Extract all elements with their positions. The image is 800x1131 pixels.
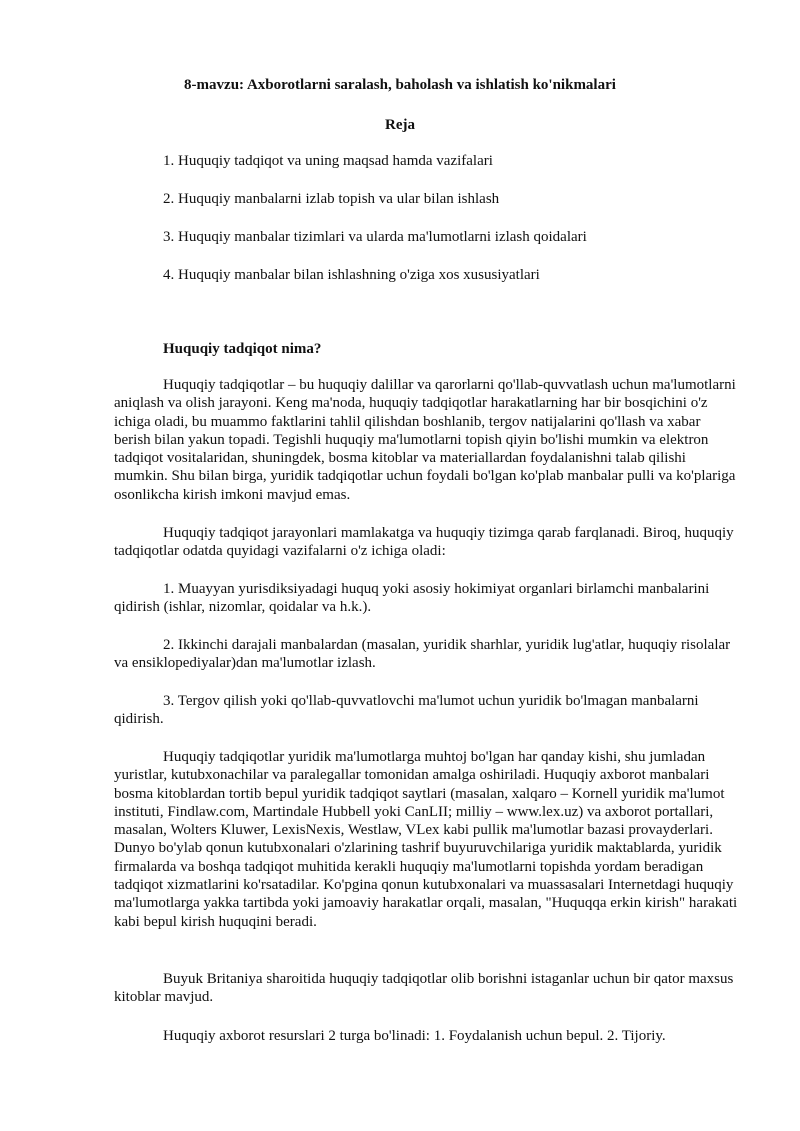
paragraph: 1. Muayyan yurisdiksiyadagi huquq yoki asosiy hokimiyat organlari birlamchi manbalarini qidirish (ishlar, nizomlar, qoidalar va h.k.). <box>114 581 710 616</box>
plan-item: 1. Huquqiy tadqiqot va uning maqsad hamda vazifalari <box>163 153 493 169</box>
paragraph: Huquqiy tadqiqotlar – bu huquqiy dalillar va qarorlarni qo'llab-quvvatlash uchun ma'lumotlarni aniqlash va olish jarayoni. Keng ma'noda, huquqiy tadqiqotlar harakatlarning har bir bosqichini o'z ichiga oladi, bu muammo faktlarini tahlil qilishdan boshlanib, tergov natijalarini qo'llash va xabar berish bilan yakun topadi. Tegishli huquqiy ma'lumotlarni topish qiyin bo'lishi mumkin va elektron tadqiqot vositalaridan, shuningdek, bosma kitoblar va materiallardan foydalanishni talab qilishi mumkin. Shu bilan birga, yuridik tadqiqotlar uchun foydali bo'lgan ko'plab manbalar pulli va ko'plariga osonlikcha kirish imkoni mavjud emas. <box>114 377 736 503</box>
plan-item: 3. Huquqiy manbalar tizimlari va ularda ma'lumotlarni izlash qoidalari <box>163 229 587 245</box>
paragraph: 2. Ikkinchi darajali manbalardan (masalan, yuridik sharhlar, yuridik lug'atlar, huquqiy risolalar va ensiklopediyalar)dan ma'lumotlar izlash. <box>114 637 731 672</box>
paragraph: Huquqiy tadqiqot jarayonlari mamlakatga va huquqiy tizimga qarab farqlanadi. Biroq, huquqiy tadqiqotlar odatda quyidagi vazifalarni o'z ichiga oladi: <box>114 525 734 560</box>
paragraph: Huquqiy axborot resurslari 2 turga bo'linadi: 1. Foydalanish uchun bepul. 2. Tijoriy. <box>163 1028 666 1044</box>
paragraph: 3. Tergov qilish yoki qo'llab-quvvatlovchi ma'lumot uchun yuridik bo'lmagan manbalarni qidirish. <box>114 693 699 728</box>
section-heading: Huquqiy tadqiqot nima? <box>163 341 322 357</box>
plan-item: 2. Huquqiy manbalarni izlab topish va ular bilan ishlash <box>163 191 500 207</box>
plan-heading: Reja <box>385 117 415 133</box>
document-title: 8-mavzu: Axborotlarni saralash, baholash va ishlatish ko'nikmalari <box>184 77 616 93</box>
plan-item: 4. Huquqiy manbalar bilan ishlashning o'ziga xos xususiyatlari <box>163 267 540 283</box>
paragraph: Huquqiy tadqiqotlar yuridik ma'lumotlarga muhtoj bo'lgan har qanday kishi, shu jumladan yuristlar, kutubxonachilar va paralegallar tomonidan amalga oshiriladi. Huquqiy axborot manbalari bosma kitoblardan tortib bepul yuridik tadqiqot saytlari (masalan, xalqaro – Kornell yuridik ma'lumot instituti, Findlaw.com, Martindale Hubbell yoki CanLII; milliy – www.lex.uz) va axborot portallari, masalan, Wolters Kluwer, LexisNexis, Westlaw, VLex kabi pullik ma'lumotlar bazasi provayderlari. Dunyo bo'ylab qonun kutubxonalari o'zlarining tashrif buyuruvchilariga yuridik maktablarda, yuridik firmalarda va boshqa tadqiqot muhitida kerakli huquqiy ma'lumotlarni topishda yordam beradigan tadqiqot xizmatlarini ko'rsatadilar. Ko'pgina qonun kutubxonalari va muassasalari Internetdagi huquqiy ma'lumotlarga yakka tartibda yoki jamoaviy harakatlar orqali, masalan, "Huquqqa erkin kirish" harakati kabi bepul kirish huquqini beradi. <box>114 749 738 930</box>
paragraph: Buyuk Britaniya sharoitida huquqiy tadqiqotlar olib borishni istaganlar uchun bir qator maxsus kitoblar mavjud. <box>114 971 734 1006</box>
